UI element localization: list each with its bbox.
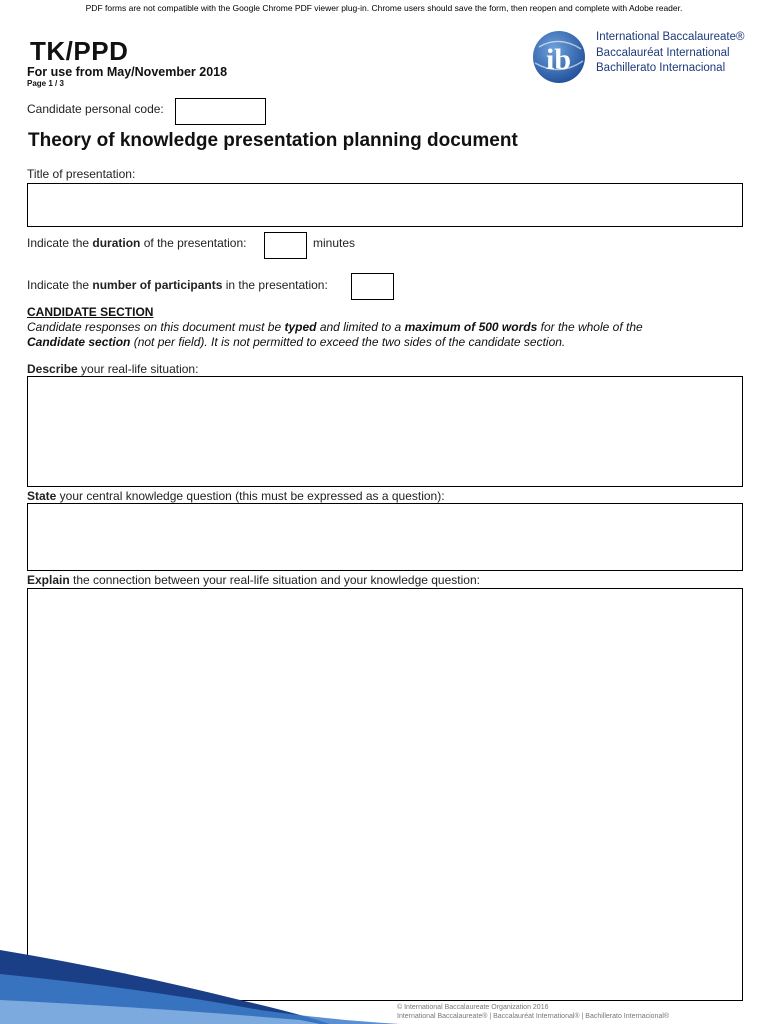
instr-text-2: and limited to a (316, 320, 405, 334)
presentation-title-label: Title of presentation: (27, 167, 136, 181)
participants-label (27, 278, 328, 292)
copyright-footer (397, 1003, 669, 1021)
duration-prefix: Indicate the (27, 236, 93, 250)
duration-label (27, 236, 246, 250)
describe-field[interactable] (27, 376, 743, 487)
ib-logo-text (596, 30, 744, 77)
explain-rest: the connection between your real-life situation and your knowledge question: (69, 573, 480, 587)
use-from-text: For use from May/November 2018 (27, 65, 228, 79)
chrome-compatibility-notice: PDF forms are not compatible with the Google Chrome PDF viewer plug-in. Chrome users should save the form, then reopen and complete with Adobe reader. (85, 3, 683, 13)
personal-code-label: Candidate personal code: (27, 102, 164, 116)
explain-bold: Explain (27, 573, 70, 587)
state-bold: State (27, 489, 57, 503)
describe-rest: your real-life situation: (77, 362, 199, 376)
participants-bold: number of participants (92, 278, 223, 292)
copyright-line-2: International Baccalaureate® | Baccalauréat International® | Bachillerato Internacional® (397, 1013, 670, 1020)
instr-text-4: (not per field). It is not permitted to exceed the two sides of the candidate section. (130, 334, 566, 349)
explain-label (27, 573, 480, 587)
participants-prefix: Indicate the (27, 278, 93, 292)
logo-line-english: International Baccalaureate® (596, 31, 745, 43)
participants-suffix: in the presentation: (222, 278, 328, 292)
presentation-title-field[interactable] (27, 183, 743, 227)
instr-candidate-section: Candidate section (27, 334, 131, 349)
instr-max-words: maximum of 500 words (404, 320, 538, 334)
copyright-line-1: © International Baccalaureate Organization 2016 (397, 1004, 549, 1011)
logo-line-spanish: Bachillerato Internacional (596, 62, 726, 74)
decorative-swoosh (0, 930, 420, 1024)
state-rest: your central knowledge question (this must be expressed as a question): (56, 489, 445, 503)
form-code: TK/PPD (30, 36, 129, 66)
page-number: Page 1 / 3 (27, 79, 64, 88)
instr-text-1: Candidate responses on this document must be (27, 320, 285, 334)
ib-logo-mark: ib (546, 43, 572, 76)
candidate-section-instructions (27, 320, 727, 349)
state-label (27, 489, 445, 503)
page-title: Theory of knowledge presentation planning document (28, 130, 518, 151)
state-field[interactable] (27, 503, 743, 571)
personal-code-field[interactable] (175, 98, 266, 125)
logo-line-french: Baccalauréat International (596, 46, 730, 59)
duration-unit: minutes (313, 236, 356, 250)
duration-field[interactable] (264, 232, 307, 259)
describe-label (27, 362, 198, 376)
duration-bold: duration (92, 236, 141, 250)
instr-typed: typed (284, 320, 317, 334)
duration-suffix: of the presentation: (140, 236, 247, 250)
candidate-section-heading: CANDIDATE SECTION (27, 305, 154, 319)
participants-field[interactable] (351, 273, 394, 300)
instr-text-3: for the whole of the (537, 320, 643, 334)
describe-bold: Describe (27, 362, 78, 376)
